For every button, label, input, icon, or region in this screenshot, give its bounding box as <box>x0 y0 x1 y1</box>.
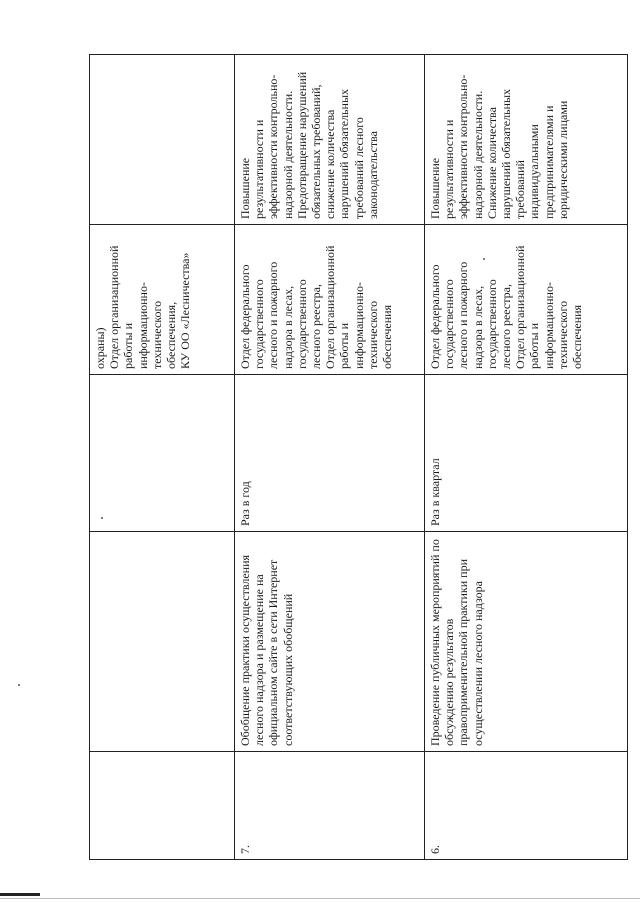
result-cell <box>90 55 235 225</box>
row-number-cell: 6. <box>425 752 628 860</box>
rotated-page-content <box>89 55 627 860</box>
period-cell: Раз в квартал <box>425 375 628 532</box>
responsible-cell: Отдел федерального государственного лесного и пожарного надзора в лесах, государственного лесного реестра, Отдел организационной работы и информационно- технического обеспечения <box>235 225 425 375</box>
responsible-cell: охраны) Отдел организационной работы и информационно- технического обеспечения, КУ ОО «Лесничества» <box>90 225 235 375</box>
scan-edge-line <box>0 898 640 899</box>
scan-edge-mark <box>0 893 40 896</box>
period-cell <box>90 375 235 532</box>
activity-cell: Обобщение практики осуществления лесного надзора и размещение на официальном сайте в сети Интернет соответствующих обобщений <box>235 532 425 752</box>
activity-cell <box>90 532 235 752</box>
result-cell: Повышение результативности и эффективности контрольно- надзорной деятельности. Предотвращение нарушений обязательных требований, снижение количества нарушений обязательных требований лесного законодательства <box>235 55 425 225</box>
table-row <box>90 55 235 860</box>
activity-cell: Проведение публичных мероприятий по обсуждению результатов правоприменительной практики при осуществлении лесного надзора <box>425 532 628 752</box>
scan-speck <box>483 258 485 260</box>
row-number-cell <box>90 752 235 860</box>
scan-speck <box>101 517 103 519</box>
scan-speck <box>18 684 20 686</box>
responsible-cell: Отдел федерального государственного лесного и пожарного надзора в лесах, государственного лесного реестра, Отдел организационной работы и информационно- технического обеспечения <box>425 225 628 375</box>
table-row <box>425 55 628 860</box>
plan-table <box>89 54 628 860</box>
table-row <box>235 55 425 860</box>
period-cell: Раз в год <box>235 375 425 532</box>
row-number-cell: 7. <box>235 752 425 860</box>
result-cell: Повышение результативности и эффективности контрольно- надзорной деятельности. Снижение количества нарушений обязательных требований индивидуальными предпринимателями и юридическими лицами <box>425 55 628 225</box>
